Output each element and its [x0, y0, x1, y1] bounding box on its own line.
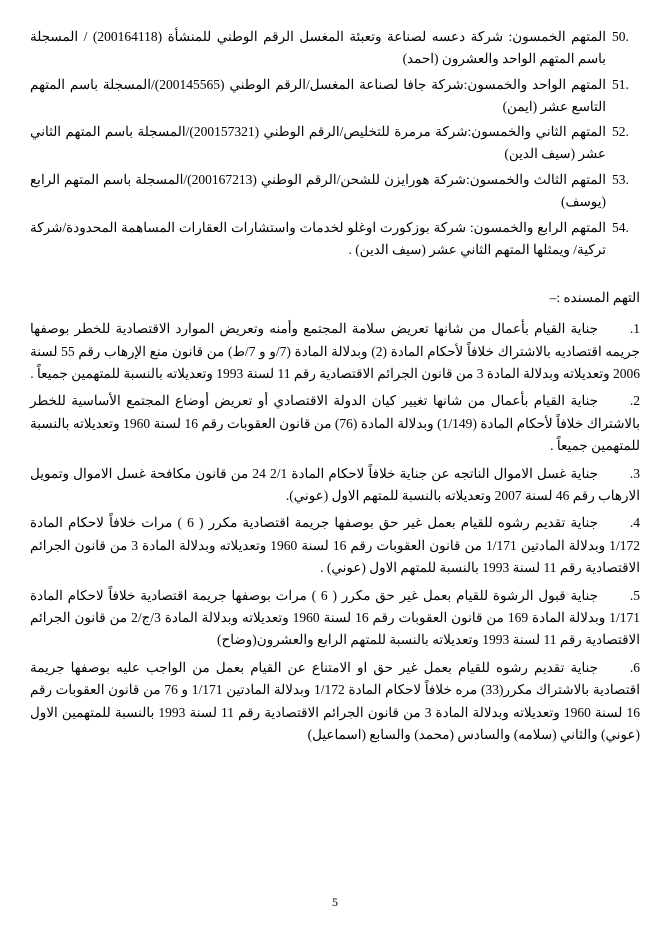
list-item — [30, 463, 640, 508]
list-item — [30, 26, 640, 70]
charge-text: جناية تقديم رشوه للقيام بعمل غير حق او الامتناع عن القيام بعمل من الواجب عليه بوصفها جريمة اقتصادية بالاشتراك مكرر(33) مره خلافاً لاحكام المادة 1/172 وبدلالة المادتين 1/171 و 76 من قانون العقوبات رقم 16 لسنة 1960 وتعديلاته وبدلالة المادة 3 من قانون الجرائم الاقتصادية رقم 11 لسنة 1993 بالنسبة للمتهمين الاول (عوني) والثاني (سلامه) والسادس (محمد) والسابع (اسماعيل) — [30, 659, 641, 743]
list-item — [30, 657, 640, 747]
charge-number: .5 — [629, 587, 640, 603]
charge-text: جناية تقديم رشوه للقيام بعمل غير حق بوصفها جريمة اقتصادية مكرر ( 6 ) مرات خلافاً لاحكام المادة 1/172 وبدلالة المادتين 1/171 من قانون العقوبات رقم 16 لسنة 1960 وتعديلاته وبدلالة المادة 3 من قانون الجرائم الاقتصادية رقم 11 لسنة 1993 بالنسبة للمتهم الاول (عوني) . — [30, 515, 640, 576]
list-item — [30, 512, 640, 579]
charges-heading: التهم المسنده :– — [549, 289, 640, 305]
charge-text: جناية قبول الرشوة للقيام بعمل غير حق مكرر ( 6 ) مرات بوصفها جريمة اقتصادية خلافاً لاحكام المادة 1/171 وبدلالة المادة 169 من قانون العقوبات رقم 16 لسنة 1960 وتعديلاته وبدلالة المادة 3/ج/2 من قانون الجرائم الاقتصادية رقم 11 لسنة 1993 وتعديلاته بالنسبة للمتهم الرابع والعشرون(وضاح) — [30, 587, 641, 648]
defendant-number: 53. — [612, 172, 629, 188]
defendant-number: 50. — [612, 29, 629, 44]
defendant-text: المتهم الثالث والخمسون:شركة هورايزن للشحن/الرقم الوطني (200167213)/المسجلة باسم المتهم الرابع (يوسف) — [30, 172, 606, 210]
list-item — [30, 169, 640, 213]
charge-number: .3 — [629, 465, 640, 481]
defendant-number: 52. — [612, 124, 629, 140]
defendant-text: المتهم الخمسون: شركة دعسه لصناعة وتعبئة المغسل الرقم الوطني للمنشأة (200164118) / المسجلة باسم المتهم الواحد والعشرون (احمد) — [30, 29, 606, 66]
defendants-list — [30, 26, 640, 261]
list-item — [30, 390, 640, 457]
charge-text: جناية غسل الاموال الناتجه عن جناية خلافاً لاحكام المادة 2/1 24 من قانون مكافحة غسل الاموال وتمويل الارهاب رقم 46 لسنة 2007 وتعديلاته بالنسبة للمتهم الاول (عوني). — [30, 465, 640, 504]
list-item — [30, 121, 640, 165]
charge-number: .1 — [629, 321, 640, 337]
list-item — [30, 217, 640, 261]
defendant-number: 54. — [612, 219, 629, 235]
defendant-text: المتهم الرابع والخمسون: شركة بوزكورت اوغلو لخدمات واستشارات العقارات المساهمة المحدودة/شركة تركية/ ويمثلها المتهم الثاني عشر (سيف الدين) . — [30, 219, 606, 257]
defendant-text: المتهم الثاني والخمسون:شركة مرمرة للتخليص/الرقم الوطني (200157321)/المسجلة باسم المتهم الثاني عشر (سيف الدين) — [30, 124, 607, 162]
page-number: 5 — [332, 895, 338, 909]
charge-text: جناية القيام بأعمال من شانها تعريض سلامة المجتمع وأمنه وتعريض الموارد الاقتصادية للخطر بوصفها جريمه اقتصاديه بالاشتراك خلافاً لأحكام المادة (2) وبدلالة المادة (7/و و 7/ط) من قانون منع الإرهاب رقم 55 لسنة 2006 وتعديلاته وبدلالة المادة 3 من قانون الجرائم الاقتصادية رقم 11 لسنة 1993 وتعديلاته بالنسبة للمتهمين جميعاً . — [30, 321, 640, 381]
charge-number: .6 — [629, 659, 640, 675]
charge-text: جناية القيام بأعمال من شانها تغيير كيان الدولة الاقتصادي أو تعريض أوضاع المجتمع الأساسية للخطر بالاشتراك خلافاً لأحكام المادة (1/149) وبدلالة المادة (76) من قانون العقوبات رقم 16 لسنة 1960 وتعديلاته بالنسبة للمتهمين جميعاً . — [30, 393, 640, 454]
defendant-text: المتهم الواحد والخمسون:شركة جافا لصناعة المغسل/الرقم الوطني (200145565)/المسجلة باسم المتهم التاسع عشر (ايمن) — [30, 76, 606, 114]
list-item — [30, 74, 640, 118]
charge-number: .2 — [629, 393, 640, 409]
charges-list — [30, 318, 640, 746]
list-item — [30, 585, 640, 652]
defendant-number: 51. — [612, 76, 629, 92]
charge-number: .4 — [629, 515, 640, 531]
list-item — [30, 318, 640, 385]
